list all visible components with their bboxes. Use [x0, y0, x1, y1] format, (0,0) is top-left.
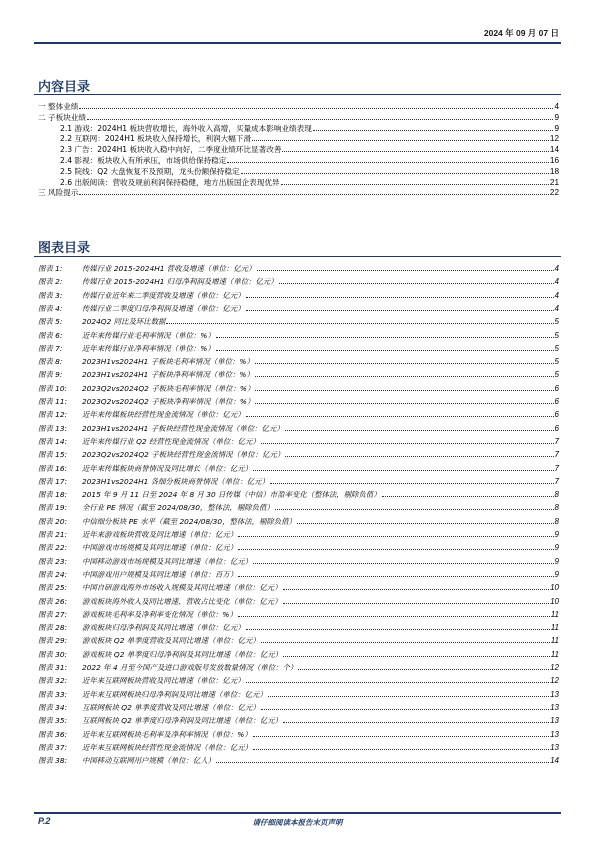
- figure-entry[interactable]: [38, 463, 559, 474]
- figure-entry[interactable]: [38, 396, 559, 407]
- figure-entry-page: 6: [554, 423, 559, 433]
- toc-entry-page: 21: [549, 177, 559, 187]
- figure-entry-page: 5: [554, 357, 559, 367]
- figure-entry-page: 11: [550, 623, 559, 633]
- figure-entry-label: 图表 5:: [38, 317, 63, 327]
- figure-entry-label: 图表 20:: [38, 516, 68, 526]
- figure-entry[interactable]: [38, 263, 559, 274]
- figure-entry-page: 4: [554, 264, 559, 273]
- toc-entry[interactable]: [60, 144, 559, 155]
- figure-entry-text: 游戏板块归母净利润及其同比增速（单位：亿元）: [82, 623, 245, 633]
- figure-entry-label: 图表 11:: [38, 397, 68, 406]
- figure-entry-page: 11: [550, 649, 559, 659]
- figure-entry-label: 图表 19:: [38, 503, 68, 513]
- figure-entry[interactable]: [38, 609, 559, 620]
- toc-entry[interactable]: [60, 133, 559, 144]
- leader-dots: [255, 369, 554, 377]
- leader-dots: [253, 729, 549, 737]
- figure-entry[interactable]: [38, 449, 559, 460]
- toc-entry-text: 一 整体业绩: [38, 102, 79, 111]
- leader-dots: [227, 155, 549, 163]
- figure-entry-page: 13: [550, 702, 559, 712]
- toc-entry-text: 三 风险提示: [38, 188, 79, 198]
- figure-entry-label: 图表 29:: [38, 636, 68, 646]
- leader-dots: [87, 112, 553, 120]
- figure-entry-text: 2023H1vs2024H1 子板块净利率情况（单位：%）: [82, 370, 254, 380]
- toc-entry-page: 16: [549, 156, 559, 165]
- leader-dots: [246, 409, 554, 417]
- figure-entry-text: 传媒行业二季度归母净利润及增速（单位：亿元）: [82, 303, 245, 313]
- toc-entry-page: 4: [554, 102, 559, 111]
- figure-entry-page: 14: [550, 756, 559, 766]
- figure-entry-text: 游戏板块毛利率及净利率变化情况（单位：%）: [82, 609, 237, 619]
- toc-entry[interactable]: [38, 112, 559, 123]
- toc-entry-text: 2.4 影视：板块收入有所承压，市场供给保持稳定: [60, 156, 227, 165]
- figure-entry-page: 13: [550, 716, 559, 726]
- toc-title-rule: [34, 94, 561, 95]
- figure-entry-page: 7: [554, 476, 559, 486]
- leader-dots: [275, 502, 554, 510]
- leader-dots: [246, 290, 554, 298]
- figure-entry-text: 近年来游戏板块营收及同比增速（单位：亿元）: [82, 530, 238, 539]
- footer-rule: [34, 812, 561, 814]
- figure-entry-label: 图表 12:: [38, 410, 68, 420]
- figure-entry-text: 传媒行业 2015-2024H1 营收及增速（单位：亿元）: [82, 264, 256, 273]
- leader-dots: [297, 516, 554, 524]
- figure-entry[interactable]: [38, 755, 559, 766]
- figure-entry-page: 11: [550, 609, 559, 619]
- leader-dots: [257, 263, 554, 271]
- figure-entry-page: 7: [554, 450, 559, 460]
- figure-entry-label: 图表 38:: [38, 756, 68, 766]
- leader-dots: [252, 133, 549, 141]
- leader-dots: [241, 166, 549, 174]
- figure-entry[interactable]: [38, 423, 559, 434]
- figure-entry-label: 图表 30:: [38, 649, 68, 659]
- figure-entry[interactable]: [38, 290, 559, 301]
- figure-entry-label: 图表 14:: [38, 436, 68, 446]
- leader-dots: [216, 343, 554, 351]
- figure-entry-label: 图表 25:: [38, 583, 68, 593]
- figure-entry[interactable]: [38, 715, 559, 726]
- figure-entry-text: 中国移动游戏市场规模及其同比增速（单位：亿元）: [82, 556, 252, 566]
- leader-dots: [285, 423, 554, 431]
- leader-dots: [285, 449, 553, 457]
- figure-entry[interactable]: [38, 409, 559, 420]
- toc-entry[interactable]: [60, 177, 559, 188]
- figure-entry[interactable]: [38, 542, 559, 553]
- figure-entry[interactable]: [38, 369, 559, 380]
- leader-dots: [79, 187, 549, 195]
- figure-entry-label: 图表 2:: [38, 277, 63, 287]
- leader-dots: [282, 144, 548, 152]
- leader-dots: [261, 436, 554, 444]
- figure-entry-text: 游戏板块 Q2 单季度归母净利润及其同比增速（单位：亿元）: [82, 649, 282, 659]
- figure-entry-label: 图表 4:: [38, 303, 63, 313]
- figure-entry[interactable]: [38, 742, 559, 753]
- toc-entry[interactable]: [60, 123, 559, 134]
- figure-entry-label: 图表 28:: [38, 623, 68, 633]
- leader-dots: [313, 123, 554, 131]
- figure-entry-label: 图表 36:: [38, 729, 68, 739]
- figure-entry-text: 近年来互联网板块经营性现金流情况（单位：亿元）: [82, 742, 252, 752]
- figure-entry[interactable]: [38, 729, 559, 740]
- figure-entry-page: 9: [554, 556, 559, 566]
- toc-entry-page: 9: [554, 123, 559, 133]
- toc-entry-text: 2.1 游戏：2024H1 板块营收增长，海外收入高增，买量成本影响业绩表现: [60, 123, 312, 133]
- page-number: P.2: [38, 816, 51, 826]
- leader-dots: [246, 622, 550, 630]
- leader-dots: [246, 303, 554, 311]
- figure-entry-text: 2015 年 9 月 11 日至 2024 年 8 月 30 日传媒（中信）市盈率变化（整体法，剔除负值）: [82, 490, 381, 500]
- leader-dots: [283, 715, 549, 723]
- report-date: 2024 年 09 月 07 日: [483, 28, 559, 38]
- leader-dots: [283, 649, 550, 657]
- leader-dots: [246, 675, 549, 683]
- figure-entry[interactable]: [38, 489, 559, 500]
- figure-entry-text: 近年来互联网板块毛利率及净利率情况（单位：%）: [82, 729, 252, 739]
- figure-entry-text: 中国游戏用户规模及其同比增速（单位：百万）: [82, 569, 238, 579]
- figure-entry-label: 图表 37:: [38, 742, 68, 752]
- leader-dots: [238, 609, 550, 617]
- figure-entry[interactable]: [38, 569, 559, 580]
- figure-entry-page: 4: [554, 303, 559, 313]
- leader-dots: [238, 542, 553, 550]
- figure-entry-text: 2023H1vs2024H1 子板块经营性现金流情况（单位：亿元）: [82, 423, 284, 433]
- figure-entry-text: 2023Q2vs2024Q2 子板块毛利率情况（单位：%）: [82, 383, 255, 393]
- figure-entry-text: 近年来互联网板块营收及同比增速（单位：亿元）: [82, 676, 245, 686]
- figure-entry-text: 近年来传媒行业 Q2 经营性现金流情况（单位：亿元）: [82, 436, 260, 446]
- figure-entry-label: 图表 24:: [38, 569, 68, 579]
- figure-entry-text: 传媒行业近年来二季度营收及增速（单位：亿元）: [82, 290, 245, 300]
- figure-entry-text: 互联网板块 Q2 单季度营收及同比增速（单位：亿元）: [82, 702, 260, 712]
- figure-entry-text: 近年来传媒板块经营性现金流情况（单位：亿元）: [82, 410, 245, 420]
- figure-entry-label: 图表 21:: [38, 530, 68, 539]
- figure-entry[interactable]: [38, 303, 559, 314]
- figure-entry-label: 图表 18:: [38, 490, 68, 500]
- leader-dots: [281, 177, 549, 185]
- figure-entry[interactable]: [38, 622, 559, 633]
- figure-entry-label: 图表 31:: [38, 663, 68, 672]
- figure-entry[interactable]: [38, 662, 559, 673]
- figures-title: 图表目录: [38, 241, 91, 256]
- figure-entry-text: 中国移动互联网用户规模（单位：亿人）: [82, 756, 216, 766]
- figure-entry-text: 互联网板块 Q2 单季度归母净利润及同比增速（单位：亿元）: [82, 716, 282, 726]
- toc-entry-page: 12: [549, 134, 559, 144]
- figure-entry-text: 全行业 PE 情况（截至 2024/08/30，整体法，剔除负值）: [82, 503, 274, 513]
- leader-dots: [166, 316, 553, 324]
- leader-dots: [283, 582, 550, 590]
- toc-entry-text: 2.3 广告：2024H1 板块收入稳中向好，二季度业绩环比显著改善: [60, 145, 282, 155]
- figure-entry-text: 2022 年 4 月至今国产及进口游戏版号发放数量情况（单位：个）: [82, 663, 298, 672]
- figure-entry-page: 9: [554, 543, 559, 553]
- figure-entry-label: 图表 22:: [38, 543, 68, 553]
- toc-entry-text: 2.2 互联网：2024H1 板块收入保持增长，利润大幅下滑: [60, 134, 252, 144]
- figure-entry-page: 13: [550, 729, 559, 739]
- figure-entry-label: 图表 17:: [38, 476, 68, 486]
- leader-dots: [238, 529, 553, 537]
- figure-entry[interactable]: [38, 383, 559, 394]
- figure-entry-label: 图表 32:: [38, 676, 68, 686]
- leader-dots: [255, 383, 553, 391]
- figure-entry-text: 2024Q2 同比及环比数据: [82, 317, 166, 327]
- figure-entry-page: 9: [554, 569, 559, 579]
- leader-dots: [253, 463, 554, 471]
- figure-entry-label: 图表 26:: [38, 596, 68, 606]
- toc-entry-page: 18: [549, 166, 559, 176]
- figure-entry-text: 游戏板块海外收入及同比增速、营收占比变化（单位：亿元）: [82, 596, 282, 606]
- leader-dots: [238, 569, 553, 577]
- figure-entry-page: 8: [554, 503, 559, 513]
- figure-entry[interactable]: [38, 343, 559, 354]
- figure-entry-page: 10: [550, 596, 559, 606]
- leader-dots: [79, 101, 553, 109]
- leader-dots: [382, 489, 554, 497]
- figure-entry-label: 图表 16:: [38, 463, 68, 473]
- toc-entry-text: 2.5 院线：Q2 大盘恢复不及预期，龙头份额保持稳定: [60, 166, 240, 176]
- figure-entry-page: 12: [550, 663, 559, 672]
- toc-entry[interactable]: [60, 166, 559, 177]
- leader-dots: [255, 396, 553, 404]
- figure-entry[interactable]: [38, 556, 559, 567]
- figure-entry-label: 图表 33:: [38, 689, 68, 699]
- leader-dots: [261, 635, 550, 643]
- figure-entry-label: 图表 35:: [38, 716, 68, 726]
- toc-entry-page: 14: [549, 145, 559, 155]
- figure-entry-page: 5: [554, 317, 559, 327]
- leader-dots: [216, 755, 549, 763]
- figure-entry-text: 2023Q2vs2024Q2 子板块经营性现金流情况（单位：亿元）: [82, 450, 285, 460]
- figure-entry-text: 中国自研游戏海外市场收入规模及其同比增速（单位：亿元）: [82, 583, 282, 593]
- toc-entry-text: 2.6 出版阅读：营收及规前利润保持稳健，地方出版国企表现优异: [60, 177, 280, 187]
- leader-dots: [270, 476, 554, 484]
- figure-entry-page: 8: [554, 490, 559, 500]
- leader-dots: [253, 556, 554, 564]
- figure-entry-text: 游戏板块 Q2 单季度营收及其同比增速（单位：亿元）: [82, 636, 260, 646]
- figure-entry-label: 图表 3:: [38, 290, 63, 300]
- figure-entry-label: 图表 1:: [38, 264, 63, 273]
- figure-entry-label: 图表 8:: [38, 357, 63, 367]
- figure-entry-page: 13: [550, 689, 559, 699]
- figure-entry-page: 8: [554, 516, 559, 526]
- figure-entry-text: 近年来传媒行业净利率情况（单位：%）: [82, 343, 215, 353]
- figure-entry-page: 6: [554, 397, 559, 406]
- leader-dots: [268, 689, 549, 697]
- figure-entry-page: 7: [554, 436, 559, 446]
- figure-entry[interactable]: [38, 529, 559, 540]
- figure-entry-page: 6: [554, 410, 559, 420]
- leader-dots: [261, 702, 549, 710]
- figure-entry[interactable]: [38, 330, 559, 341]
- figure-entry-page: 4: [554, 277, 559, 287]
- toc-entry[interactable]: [38, 101, 559, 112]
- figure-entry[interactable]: [38, 635, 559, 646]
- figure-entry[interactable]: [38, 502, 559, 513]
- figure-entry-label: 图表 15:: [38, 450, 68, 460]
- toc-title: 内容目录: [38, 80, 91, 95]
- figure-entry-page: 10: [550, 583, 559, 593]
- figure-entry-page: 11: [550, 636, 559, 646]
- toc-entry-page: 9: [554, 112, 559, 122]
- figure-entry-text: 传媒行业 2015-2024H1 归母净利润及增速（单位：亿元）: [82, 277, 278, 287]
- figure-entry[interactable]: [38, 356, 559, 367]
- figure-entry-label: 图表 34:: [38, 702, 68, 712]
- figure-entry[interactable]: [38, 689, 559, 700]
- header-rule: [34, 42, 561, 44]
- figure-entry-text: 2023Q2vs2024Q2 子板块净利率情况（单位：%）: [82, 397, 255, 406]
- figure-entry[interactable]: [38, 582, 559, 593]
- figures-title-rule: [34, 256, 561, 257]
- figure-entry-text: 近年来传媒板块商誉情况及同比增长（单位：亿元）: [82, 463, 252, 473]
- figure-entry-page: 7: [554, 463, 559, 473]
- figure-entry[interactable]: [38, 476, 559, 487]
- figure-entry[interactable]: [38, 516, 559, 527]
- figure-entry-label: 图表 10:: [38, 383, 68, 393]
- figure-entry-page: 13: [550, 742, 559, 752]
- figure-entry[interactable]: [38, 702, 559, 713]
- figure-entry-label: 图表 13:: [38, 423, 68, 433]
- figure-entry-page: 6: [554, 383, 559, 393]
- leader-dots: [216, 330, 554, 338]
- leader-dots: [279, 276, 554, 284]
- figure-entry-text: 中信细分板块 PE 水平（截至 2024/08/30，整体法，剔除负值）: [82, 516, 296, 526]
- figure-entry[interactable]: [38, 276, 559, 287]
- figure-entry-label: 图表 6:: [38, 330, 63, 340]
- leader-dots: [298, 662, 549, 670]
- figure-entry-page: 5: [554, 370, 559, 380]
- figure-entry[interactable]: [38, 675, 559, 686]
- figure-entry-text: 2023H1vs2024H1 各细分板块商誉情况（单位：亿元）: [82, 476, 269, 486]
- figure-entry-label: 图表 7:: [38, 343, 63, 353]
- figure-entry-label: 图表 9:: [38, 370, 63, 380]
- toc-entry-page: 22: [549, 188, 559, 198]
- leader-dots: [255, 356, 554, 364]
- leader-dots: [253, 742, 549, 750]
- figure-entry[interactable]: [38, 596, 559, 607]
- figure-entry-page: 5: [554, 330, 559, 340]
- figure-entry-text: 中国游戏市场规模及其同比增速（单位：亿元）: [82, 543, 238, 553]
- toc-entry[interactable]: [60, 155, 559, 166]
- figure-entry-text: 近年来传媒行业毛利率情况（单位：%）: [82, 330, 215, 340]
- figure-entry[interactable]: [38, 436, 559, 447]
- toc-entry-text: 二 子板块业绩: [38, 112, 86, 122]
- figure-entry-page: 9: [554, 530, 559, 539]
- leader-dots: [283, 596, 550, 604]
- figure-entry-label: 图表 27:: [38, 609, 68, 619]
- figure-entry-page: 5: [554, 343, 559, 353]
- footer-disclaimer: 请仔细阅读本报告末页声明: [252, 818, 343, 827]
- figure-entry-text: 2023H1vs2024H1 子板块毛利率情况（单位：%）: [82, 357, 254, 367]
- figure-entry-page: 12: [550, 676, 559, 686]
- figure-entry-page: 4: [554, 290, 559, 300]
- figure-entry[interactable]: [38, 649, 559, 660]
- figure-entry[interactable]: [38, 316, 559, 327]
- figure-entry-text: 近年来互联网板块归母净利润及同比增速（单位：亿元）: [82, 689, 267, 699]
- figure-entry-label: 图表 23:: [38, 556, 68, 566]
- toc-entry[interactable]: [38, 187, 559, 198]
